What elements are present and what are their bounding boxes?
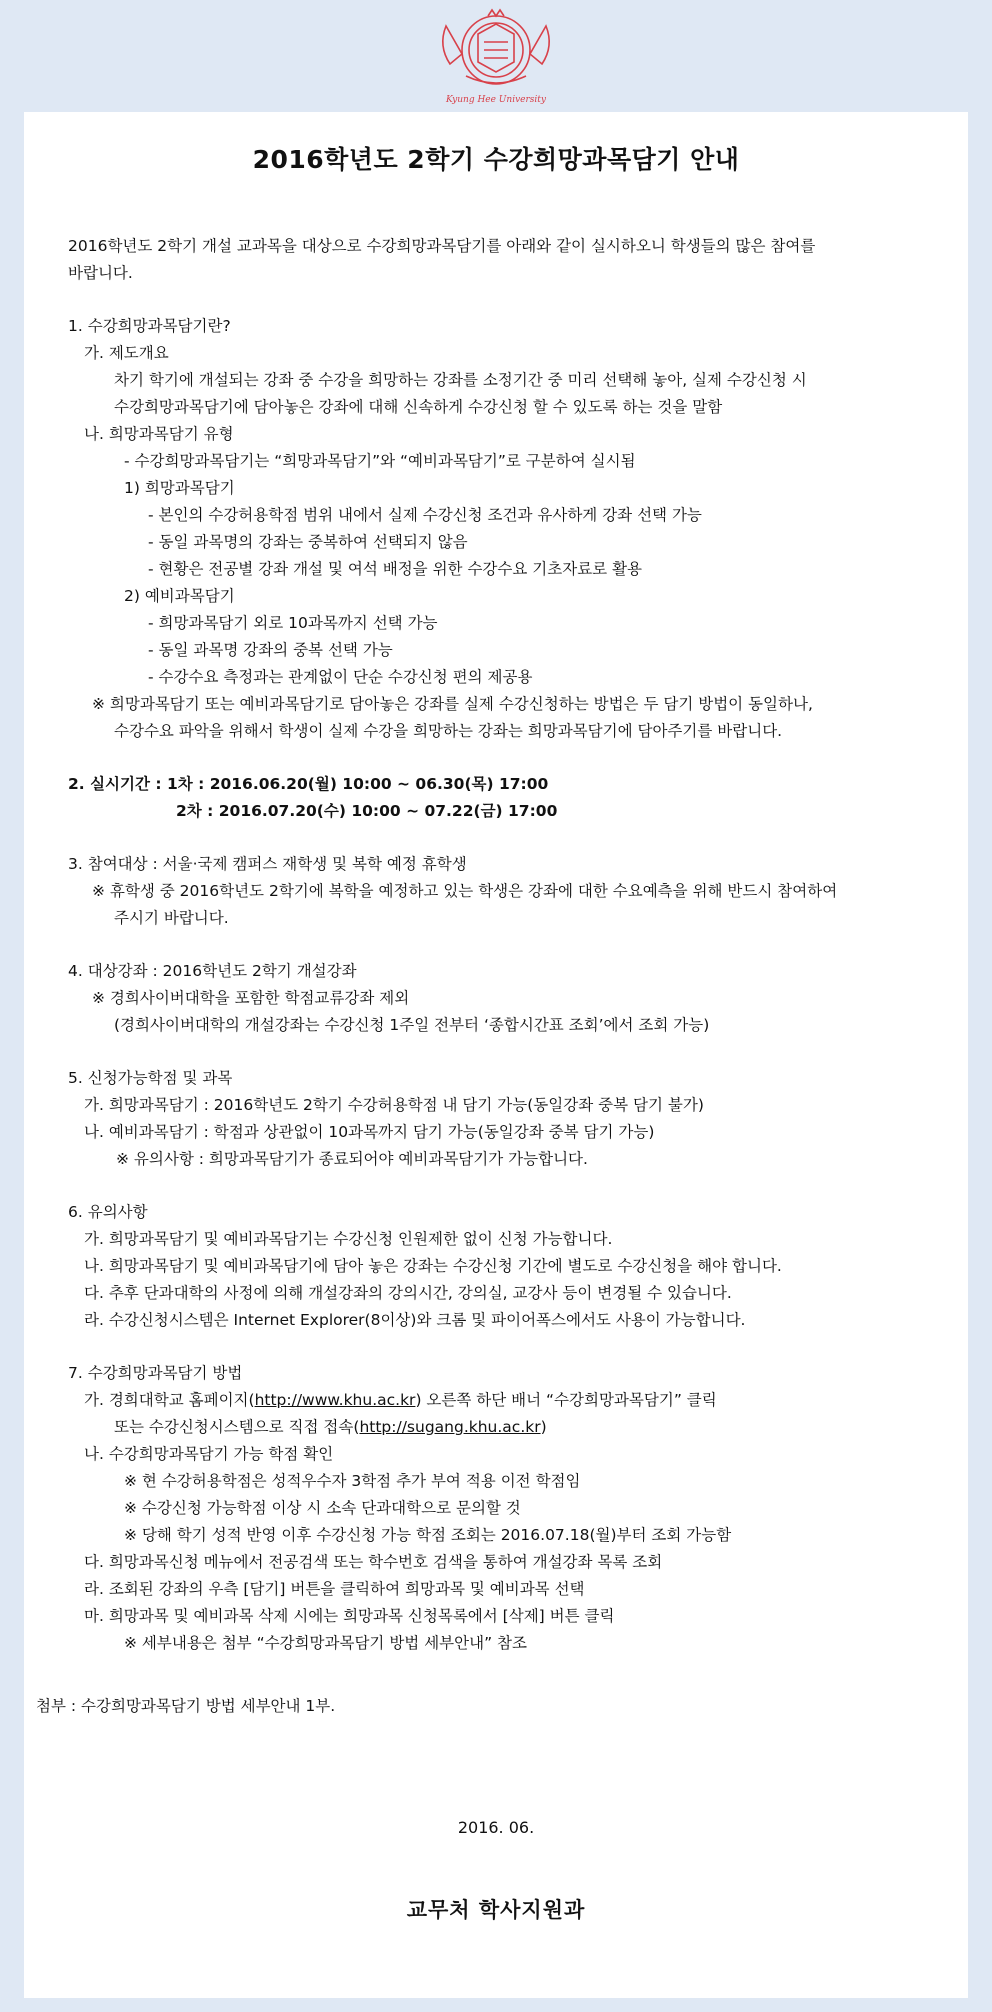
body-line: 또는 수강신청시스템으로 직접 접속(http://sugang.khu.ac.kr): [114, 1418, 547, 1436]
body-line: - 희망과목담기 외로 10과목까지 선택 가능: [148, 614, 438, 632]
body-line: 마. 희망과목 및 예비과목 삭제 시에는 희망과목 신청목록에서 [삭제] 버튼 클릭: [84, 1607, 615, 1625]
body-line: 가. 경희대학교 홈페이지(http://www.khu.ac.kr) 오른쪽 하단 배너 “수강희망과목담기” 클릭: [84, 1391, 717, 1409]
body-line: 수강희망과목담기에 담아놓은 강좌에 대해 신속하게 수강신청 할 수 있도록 하는 것을 말함: [114, 398, 723, 416]
body-line: ※ 수강신청 가능학점 이상 시 소속 단과대학으로 문의할 것: [124, 1499, 521, 1517]
body-line: ※ 경희사이버대학을 포함한 학점교류강좌 제외: [92, 989, 410, 1007]
body-line: 나. 희망과목담기 유형: [84, 425, 234, 443]
body-line: 6. 유의사항: [68, 1203, 148, 1221]
body-line: 2016학년도 2학기 개설 교과목을 대상으로 수강희망과목담기를 아래와 같이 실시하오니 학생들의 많은 참여를: [68, 237, 816, 255]
body-line: 다. 희망과목신청 메뉴에서 전공검색 또는 학수번호 검색을 통하여 개설강좌 목록 조회: [84, 1553, 663, 1571]
url-link[interactable]: http://www.khu.ac.kr: [254, 1391, 416, 1409]
body-line: - 동일 과목명 강좌의 중복 선택 가능: [148, 641, 393, 659]
body-line: 3. 참여대상 : 서울·국제 캠퍼스 재학생 및 복학 예정 휴학생: [68, 855, 467, 873]
body-line: ※ 현 수강허용학점은 성적우수자 3학점 추가 부여 적용 이전 학점임: [124, 1472, 581, 1490]
seal-caption: Kyung Hee University: [446, 95, 546, 105]
body-line: 1) 희망과목담기: [124, 479, 235, 497]
body-line: ※ 유의사항 : 희망과목담기가 종료되어야 예비과목담기가 가능합니다.: [116, 1150, 588, 1168]
document-date: 2016. 06.: [457, 1818, 535, 1837]
body-line: - 수강희망과목담기는 “희망과목담기”와 “예비과목담기”로 구분하여 실시됨: [124, 452, 636, 470]
body-line: 차기 학기에 개설되는 강좌 중 수강을 희망하는 강좌를 소정기간 중 미리 선택해 놓아, 실제 수강신청 시: [114, 371, 807, 389]
body-line: 가. 제도개요: [84, 344, 169, 362]
body-line: 7. 수강희망과목담기 방법: [68, 1364, 243, 1382]
body-line: - 수강수요 측정과는 관계없이 단순 수강신청 편의 제공용: [148, 668, 533, 686]
body-line: ※ 세부내용은 첨부 “수강희망과목담기 방법 세부안내” 참조: [124, 1634, 527, 1652]
body-line: 나. 예비과목담기 : 학점과 상관없이 10과목까지 담기 가능(동일강좌 중복 담기 가능): [84, 1123, 655, 1141]
body-line: 다. 추후 단과대학의 사정에 의해 개설강좌의 강의시간, 강의실, 교강사 등이 변경될 수 있습니다.: [84, 1284, 732, 1302]
body-line: ※ 희망과목담기 또는 예비과목담기로 담아놓은 강좌를 실제 수강신청하는 방법은 두 담기 방법이 동일하나,: [92, 695, 813, 713]
body-line: 나. 수강희망과목담기 가능 학점 확인: [84, 1445, 334, 1463]
url-link[interactable]: http://sugang.khu.ac.kr: [359, 1418, 541, 1436]
body-line: 첨부 : 수강희망과목담기 방법 세부안내 1부.: [36, 1697, 336, 1715]
university-seal-logo: [436, 6, 556, 110]
body-line: 5. 신청가능학점 및 과목: [68, 1069, 233, 1087]
body-line: - 동일 과목명의 강좌는 중복하여 선택되지 않음: [148, 533, 468, 551]
body-line: 2차 : 2016.07.20(수) 10:00 ~ 07.22(금) 17:00: [176, 802, 558, 820]
notice-document: [24, 112, 968, 1998]
body-line: ※ 휴학생 중 2016학년도 2학기에 복학을 예정하고 있는 학생은 강좌에 대한 수요예측을 위해 반드시 참여하여: [92, 882, 838, 900]
body-line: 가. 희망과목담기 및 예비과목담기는 수강신청 인원제한 없이 신청 가능합니다.: [84, 1230, 613, 1248]
body-line: 1. 수강희망과목담기란?: [68, 317, 231, 335]
body-line: 2. 실시기간 : 1차 : 2016.06.20(월) 10:00 ~ 06.30(목) 17:00: [68, 775, 549, 793]
document-title: 2016학년도 2학기 수강희망과목담기 안내: [252, 145, 740, 174]
body-line: 가. 희망과목담기 : 2016학년도 2학기 수강허용학점 내 담기 가능(동일강좌 중복 담기 불가): [84, 1096, 704, 1114]
body-line: 4. 대상강좌 : 2016학년도 2학기 개설강좌: [68, 962, 357, 980]
body-line: 라. 수강신청시스템은 Internet Explorer(8이상)와 크롬 및 파이어폭스에서도 사용이 가능합니다.: [84, 1311, 746, 1329]
body-line: 주시기 바랍니다.: [114, 909, 229, 927]
body-line: 수강수요 파악을 위해서 학생이 실제 수강을 희망하는 강좌는 희망과목담기에 담아주기를 바랍니다.: [114, 722, 783, 740]
body-line: - 본인의 수강허용학점 범위 내에서 실제 수강신청 조건과 유사하게 강좌 선택 가능: [148, 506, 702, 524]
issuing-office: 교무처 학사지원과: [406, 1898, 586, 1922]
body-line: (경희사이버대학의 개설강좌는 수강신청 1주일 전부터 ‘종합시간표 조회’에서 조회 가능): [114, 1016, 710, 1034]
body-line: ※ 당해 학기 성적 반영 이후 수강신청 가능 학점 조회는 2016.07.18(월)부터 조회 가능함: [124, 1526, 732, 1544]
body-line: - 현황은 전공별 강좌 개설 및 여석 배정을 위한 수강수요 기초자료로 활용: [148, 560, 643, 578]
body-line: 2) 예비과목담기: [124, 587, 235, 605]
body-line: 라. 조회된 강좌의 우측 [담기] 버튼을 클릭하여 희망과목 및 예비과목 선택: [84, 1580, 585, 1598]
body-line: 바랍니다.: [68, 264, 133, 282]
body-line: 나. 희망과목담기 및 예비과목담기에 담아 놓은 강좌는 수강신청 기간에 별도로 수강신청을 해야 합니다.: [84, 1257, 782, 1275]
